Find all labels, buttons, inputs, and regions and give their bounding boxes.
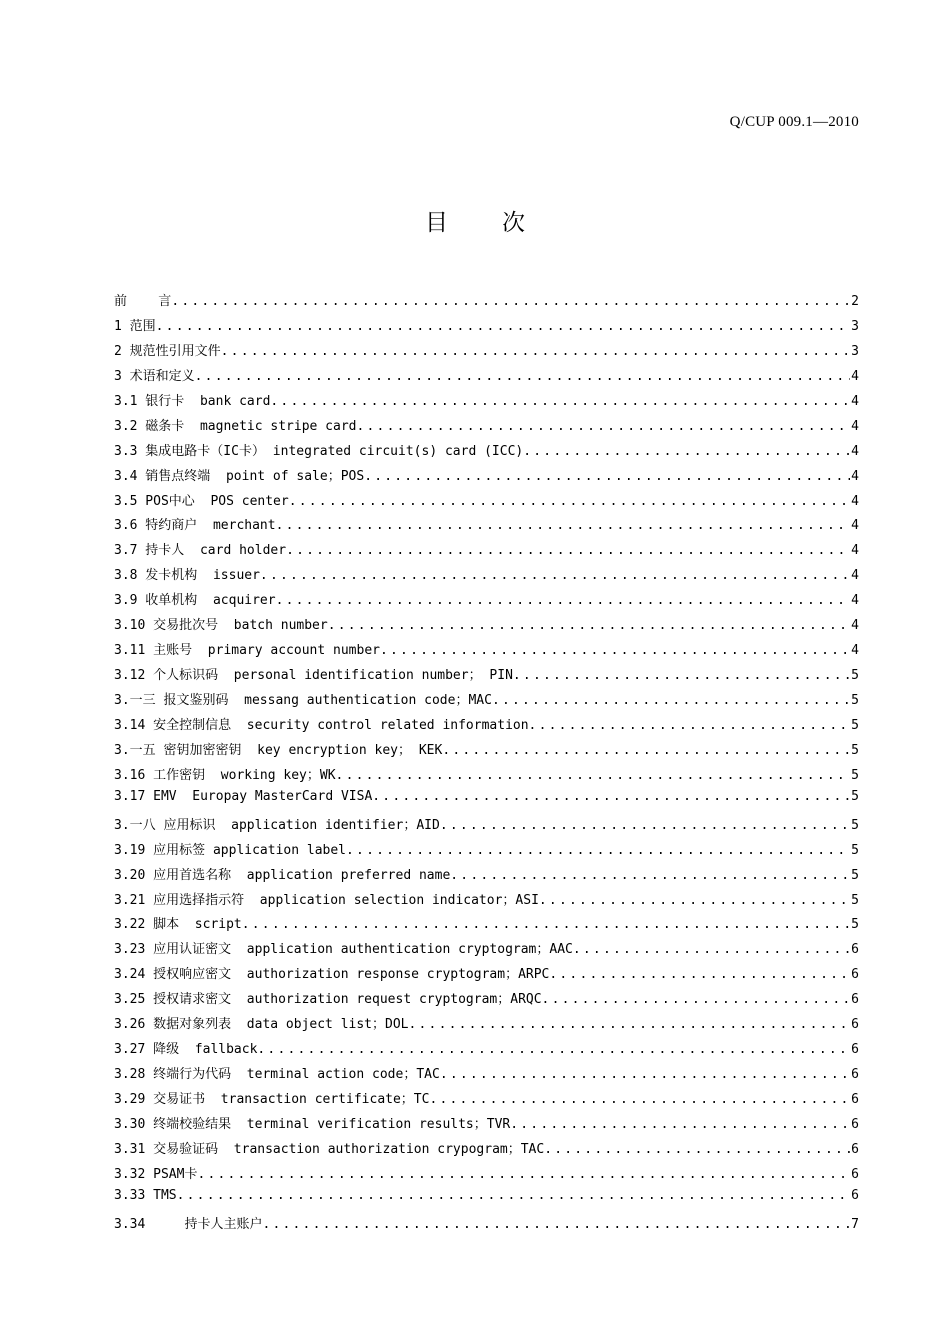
toc-entry-label: 3.一三 报文鉴别码 messang authentication code；MAC	[114, 693, 492, 708]
toc-entry[interactable]	[114, 764, 859, 789]
toc-dot-leader	[440, 818, 850, 833]
toc-dot-leader	[171, 294, 850, 309]
toc-entry-page: 5	[851, 742, 859, 758]
toc-entry-page: 4	[851, 543, 859, 559]
toc-entry-label: 1 范围	[114, 318, 156, 334]
toc-entry-page: 5	[851, 767, 859, 783]
toc-entry[interactable]	[114, 490, 859, 515]
toc-entry-label: 3 术语和定义	[114, 368, 195, 384]
toc-dot-leader	[450, 868, 850, 883]
toc-entry[interactable]	[114, 614, 859, 639]
toc-entry[interactable]	[114, 864, 859, 889]
toc-entry-label: 3.9 收单机构 acquirer	[114, 593, 276, 609]
toc-dot-leader	[544, 1142, 850, 1157]
toc-entry-page: 4	[851, 618, 859, 634]
toc-entry-page: 5	[851, 917, 859, 933]
toc-entry-page: 6	[851, 942, 859, 958]
toc-entry[interactable]	[114, 1063, 859, 1088]
table-of-contents	[114, 290, 859, 1238]
toc-entry[interactable]	[114, 440, 859, 465]
toc-title	[0, 204, 950, 237]
toc-entry-label: 3.3 集成电路卡（IC卡） integrated circuit(s) card (ICC)	[114, 443, 524, 459]
toc-entry[interactable]	[114, 1213, 859, 1238]
toc-entry-label: 3.24 授权响应密文 authorization response cryptogram；ARPC	[114, 967, 550, 983]
toc-entry[interactable]	[114, 340, 859, 365]
toc-entry[interactable]	[114, 390, 859, 415]
toc-entry-page: 6	[851, 1067, 859, 1083]
toc-entry-page: 5	[851, 693, 859, 708]
toc-entry-label: 3.34 持卡人主账户	[114, 1216, 263, 1232]
toc-dot-leader	[260, 568, 850, 583]
toc-entry-page: 5	[851, 842, 859, 858]
toc-entry-label: 3.22 脚本 script	[114, 917, 242, 933]
toc-entry-page: 4	[851, 418, 859, 434]
toc-entry-label: 前 言	[114, 294, 172, 309]
toc-dot-leader	[380, 643, 850, 658]
toc-entry[interactable]	[114, 1113, 859, 1138]
toc-entry[interactable]	[114, 938, 859, 963]
toc-entry-label: 3.1 银行卡 bank card	[114, 393, 271, 409]
toc-entry-page: 4	[851, 643, 859, 659]
toc-entry[interactable]	[114, 415, 859, 440]
toc-entry-page: 4	[851, 593, 859, 609]
toc-dot-leader	[289, 494, 850, 509]
toc-entry-page: 5	[851, 717, 859, 733]
toc-dot-leader	[429, 1092, 850, 1107]
toc-entry-label: 3.33 TMS	[114, 1187, 177, 1203]
toc-title-char-1: 目	[425, 210, 448, 236]
toc-entry-label: 3.23 应用认证密文 application authentication cryptogram；AAC	[114, 942, 573, 958]
toc-entry[interactable]	[114, 814, 859, 839]
toc-entry-page: 4	[851, 493, 859, 509]
toc-dot-leader	[177, 1188, 851, 1203]
toc-dot-leader	[440, 1067, 850, 1082]
toc-entry-page: 6	[851, 1092, 859, 1107]
toc-entry[interactable]	[114, 564, 859, 589]
toc-entry[interactable]	[114, 514, 859, 539]
toc-entry-label: 3.27 降级 fallback	[114, 1042, 258, 1058]
toc-entry[interactable]	[114, 589, 859, 614]
toc-entry[interactable]	[114, 1038, 859, 1063]
toc-entry-label: 3.17 EMV Europay MasterCard VISA	[114, 788, 373, 804]
toc-entry-page: 4	[851, 368, 859, 384]
toc-entry-label: 3.29 交易证书 transaction certificate；TC	[114, 1092, 430, 1107]
toc-entry-page: 4	[851, 393, 859, 409]
toc-dot-leader	[276, 518, 851, 533]
toc-entry-label: 3.21 应用选择指示符 application selection indicator；ASI	[114, 892, 539, 908]
toc-entry-page: 6	[851, 1166, 859, 1182]
toc-entry[interactable]	[114, 365, 859, 390]
toc-entry-label: 3.32 PSAM卡	[114, 1166, 198, 1182]
toc-entry-page: 6	[851, 1042, 859, 1058]
toc-dot-leader	[197, 1167, 850, 1182]
toc-entry[interactable]	[114, 689, 859, 714]
toc-entry-label: 3.25 授权请求密文 authorization request cryptogram；ARQC	[114, 992, 542, 1008]
toc-entry-label: 3.12 个人标识码 personal identification number； PIN	[114, 668, 513, 684]
toc-entry-label: 3.20 应用首选名称 application preferred name	[114, 867, 451, 883]
toc-entry[interactable]	[114, 1188, 859, 1213]
toc-entry[interactable]	[114, 839, 859, 864]
toc-entry[interactable]	[114, 1088, 859, 1113]
toc-entry-label: 3.一八 应用标识 application identifier；AID	[114, 817, 440, 833]
toc-dot-leader	[262, 1217, 850, 1232]
toc-entry[interactable]	[114, 913, 859, 938]
toc-entry-label: 3.26 数据对象列表 data object list；DOL	[114, 1017, 409, 1033]
toc-entry-label: 3.16 工作密钥 working key；WK	[114, 767, 336, 783]
toc-dot-leader	[492, 693, 850, 708]
toc-entry-label: 3.7 持卡人 card holder	[114, 543, 287, 559]
toc-dot-leader	[336, 768, 851, 783]
toc-dot-leader	[357, 419, 851, 434]
toc-entry-label: 3.2 磁条卡 magnetic stripe card	[114, 418, 357, 434]
toc-entry-page: 2	[851, 294, 859, 309]
toc-entry-page: 5	[851, 892, 859, 908]
toc-dot-leader	[346, 843, 850, 858]
toc-dot-leader	[270, 394, 850, 409]
toc-entry[interactable]	[114, 714, 859, 739]
toc-entry[interactable]	[114, 789, 859, 814]
toc-dot-leader	[257, 1042, 850, 1057]
toc-entry-label: 3.30 终端校验结果 terminal verification results；TVR	[114, 1116, 511, 1132]
toc-dot-leader	[156, 319, 851, 334]
toc-dot-leader	[539, 893, 850, 908]
toc-entry-page: 5	[851, 817, 859, 833]
toc-dot-leader	[510, 1117, 850, 1132]
toc-entry-page: 6	[851, 1116, 859, 1132]
toc-entry[interactable]	[114, 290, 859, 315]
toc-entry-page: 4	[851, 568, 859, 584]
toc-entry-label: 3.5 POS中心 POS center	[114, 493, 289, 509]
toc-entry[interactable]	[114, 739, 859, 764]
toc-entry-label: 3.8 发卡机构 issuer	[114, 568, 260, 584]
toc-entry[interactable]	[114, 988, 859, 1013]
toc-dot-leader	[242, 917, 850, 932]
toc-entry-label: 3.14 安全控制信息 security control related information	[114, 717, 529, 733]
toc-entry-label: 2 规范性引用文件	[114, 343, 221, 359]
toc-entry-page: 5	[851, 788, 859, 804]
toc-entry[interactable]	[114, 465, 859, 490]
toc-dot-leader	[529, 718, 851, 733]
toc-dot-leader	[276, 593, 851, 608]
toc-dot-leader	[442, 743, 850, 758]
toc-dot-leader	[513, 668, 850, 683]
toc-entry-label: 3.10 交易批次号 batch number	[114, 618, 328, 634]
toc-dot-leader	[221, 344, 851, 359]
toc-dot-leader	[549, 967, 850, 982]
toc-entry[interactable]	[114, 1163, 859, 1188]
toc-entry-page: 6	[851, 1017, 859, 1033]
toc-entry-page: 5	[851, 668, 859, 684]
toc-entry-page: 5	[851, 867, 859, 883]
toc-entry-label: 3.11 主账号 primary account number	[114, 643, 380, 659]
document-code: Q/CUP 009.1—2010	[729, 114, 859, 130]
toc-dot-leader	[364, 469, 850, 484]
toc-entry[interactable]	[114, 1013, 859, 1038]
toc-dot-leader	[286, 543, 850, 558]
toc-dot-leader	[328, 618, 850, 633]
toc-entry-page: 6	[851, 1187, 859, 1203]
toc-dot-leader	[542, 992, 851, 1007]
toc-entry[interactable]	[114, 1138, 859, 1163]
toc-entry-page: 6	[851, 1141, 859, 1157]
toc-entry[interactable]	[114, 639, 859, 664]
toc-entry[interactable]	[114, 963, 859, 988]
toc-dot-leader	[523, 444, 850, 459]
toc-entry-page: 4	[851, 468, 859, 484]
toc-dot-leader	[372, 789, 850, 804]
toc-dot-leader	[409, 1017, 851, 1032]
toc-dot-leader	[573, 942, 850, 957]
toc-entry-page: 3	[851, 318, 859, 334]
toc-entry-page: 4	[851, 518, 859, 534]
toc-entry-page: 6	[851, 992, 859, 1008]
toc-entry-page: 4	[851, 443, 859, 459]
toc-entry-label: 3.31 交易验证码 transaction authorization crypogram；TAC	[114, 1141, 545, 1157]
toc-entry-label: 3.一五 密钥加密密钥 key encryption key； KEK	[114, 742, 443, 758]
toc-entry[interactable]	[114, 315, 859, 340]
toc-title-char-2: 次	[502, 210, 525, 236]
toc-entry[interactable]	[114, 889, 859, 914]
toc-entry-label: 3.28 终端行为代码 terminal action code；TAC	[114, 1067, 440, 1083]
toc-dot-leader	[195, 369, 851, 384]
toc-entry-page: 7	[851, 1216, 859, 1232]
toc-entry[interactable]	[114, 539, 859, 564]
toc-entry-label: 3.4 销售点终端 point of sale；POS	[114, 468, 365, 484]
toc-entry-label: 3.6 特约商户 merchant	[114, 518, 276, 534]
toc-entry-label: 3.19 应用标签 application label	[114, 842, 347, 858]
toc-entry-page: 3	[851, 343, 859, 359]
toc-entry-page: 6	[851, 967, 859, 983]
toc-entry[interactable]	[114, 664, 859, 689]
